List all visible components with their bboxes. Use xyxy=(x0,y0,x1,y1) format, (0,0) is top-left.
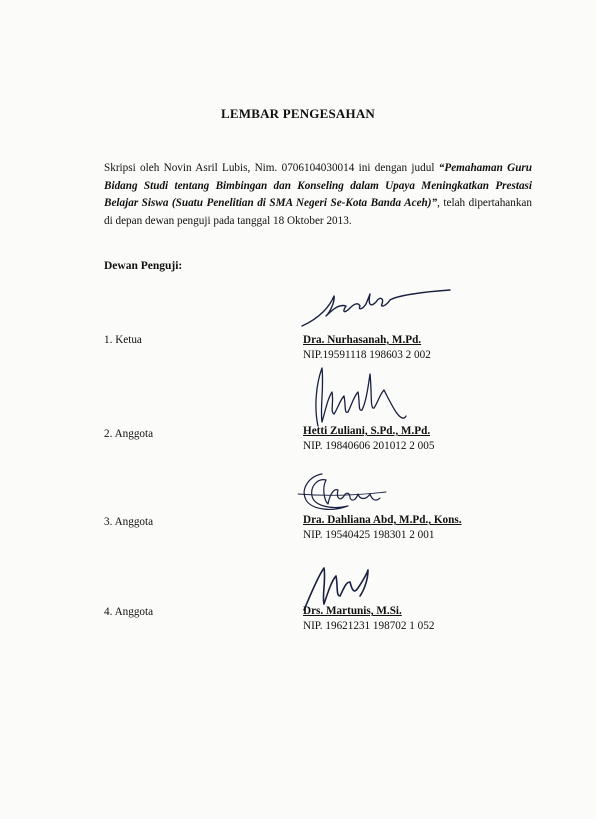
signature-anggota-2 xyxy=(292,466,392,516)
role-label: 4. Anggota xyxy=(104,606,154,618)
role-label: 2. Anggota xyxy=(104,428,154,440)
member-nip: NIP. 19621231 198702 1 052 xyxy=(303,620,435,632)
role-label: 1. Ketua xyxy=(104,334,142,346)
member-name: Dra. Nurhasanah, M.Pd. xyxy=(303,334,422,346)
examiner-panel-label: Dewan Penguji: xyxy=(104,260,183,272)
member-name: Hetti Zuliani, S.Pd., M.Pd. xyxy=(303,425,431,437)
member-name: Dra. Dahliana Abd, M.Pd., Kons. xyxy=(303,514,462,526)
member-nip: NIP. 19540425 198301 2 001 xyxy=(303,529,435,541)
member-name: Drs. Martunis, M.Si. xyxy=(303,605,402,617)
signature-ketua xyxy=(300,282,460,330)
member-nip: NIP. 19840606 201012 2 005 xyxy=(303,440,435,452)
member-block xyxy=(303,513,462,543)
thesis-title: “Pemahaman Guru Bidang Studi tentang Bimbingan dan Konseling dalam Upaya Meningkatkan Prestasi Belajar Siswa (Suatu Penelitian di SMA Negeri Se-Kota Banda Aceh)” xyxy=(104,162,532,209)
page-title: LEMBAR PENGESAHAN xyxy=(221,106,375,121)
signature-anggota-1 xyxy=(300,362,410,428)
role-label: 3. Anggota xyxy=(104,516,154,528)
member-nip: NIP.19591118 198603 2 002 xyxy=(303,349,431,361)
approval-paragraph xyxy=(104,160,532,230)
paragraph-lead: Skripsi oleh Novin Asril Lubis, Nim. 0706104030014 ini dengan judul xyxy=(104,162,439,174)
member-block xyxy=(303,333,431,363)
paragraph-tail: , telah dipertahankan di depan dewan penguji pada tanggal 18 Oktober 2013. xyxy=(104,197,532,227)
member-block xyxy=(303,424,434,454)
member-block xyxy=(303,604,434,634)
